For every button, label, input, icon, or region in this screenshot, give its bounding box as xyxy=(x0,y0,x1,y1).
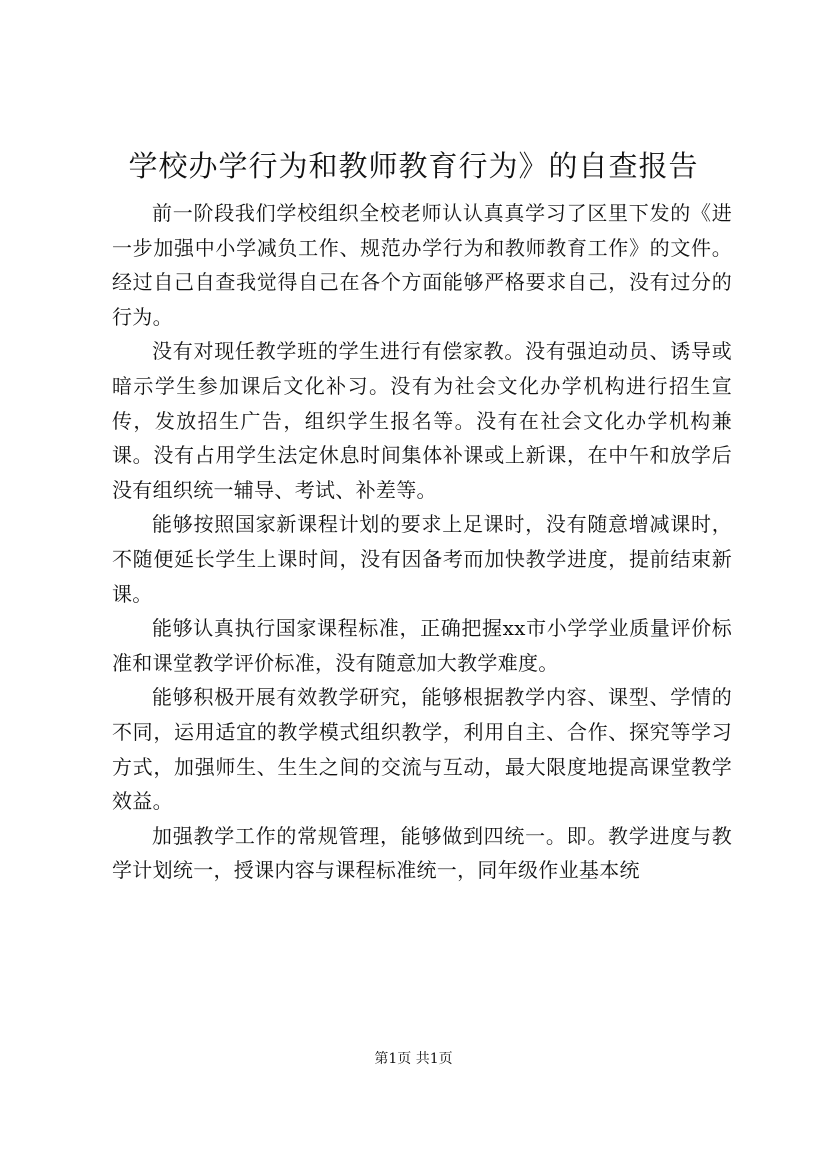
paragraph-1: 前一阶段我们学校组织全校老师认认真真学习了区里下发的《进一步加强中小学减负工作、规范办学行为和教师教育工作》的文件。经过自己自查我觉得自己在各个方面能够严格要求自己，没有过分的行为。 xyxy=(112,201,732,329)
paragraph-2: 没有对现任教学班的学生进行有偿家教。没有强迫动员、诱导或暗示学生参加课后文化补习。没有为社会文化办学机构进行招生宣传，发放招生广告，组织学生报名等。没有在社会文化办学机构兼课。没有占用学生法定休息时间集体补课或上新课，在中午和放学后没有组织统一辅导、考试、补差等。 xyxy=(112,339,732,502)
paragraph-4: 能够认真执行国家课程标准，正确把握xx市小学学业质量评价标准和课堂教学评价标准，没有随意加大教学难度。 xyxy=(112,616,732,675)
page-footer: 第1页 共1页 xyxy=(374,1051,453,1067)
document-title: 学校办学行为和教师教育行为》的自查报告 xyxy=(128,149,699,183)
paragraph-3: 能够按照国家新课程计划的要求上足课时，没有随意增减课时，不随便延长学生上课时间，没有因备考而加快教学进度，提前结束新课。 xyxy=(112,512,732,606)
paragraph-6: 加强教学工作的常规管理，能够做到四统一。即。教学进度与教学计划统一，授课内容与课程标准统一，同年级作业基本统 xyxy=(112,823,732,883)
document-body xyxy=(112,196,732,888)
paragraph-5: 能够积极开展有效教学研究，能够根据教学内容、课型、学情的不同，运用适宜的教学模式组织教学，利用自主、合作、探究等学习方式，加强师生、生生之间的交流与互动，最大限度地提高课堂教学效益。 xyxy=(112,685,732,814)
